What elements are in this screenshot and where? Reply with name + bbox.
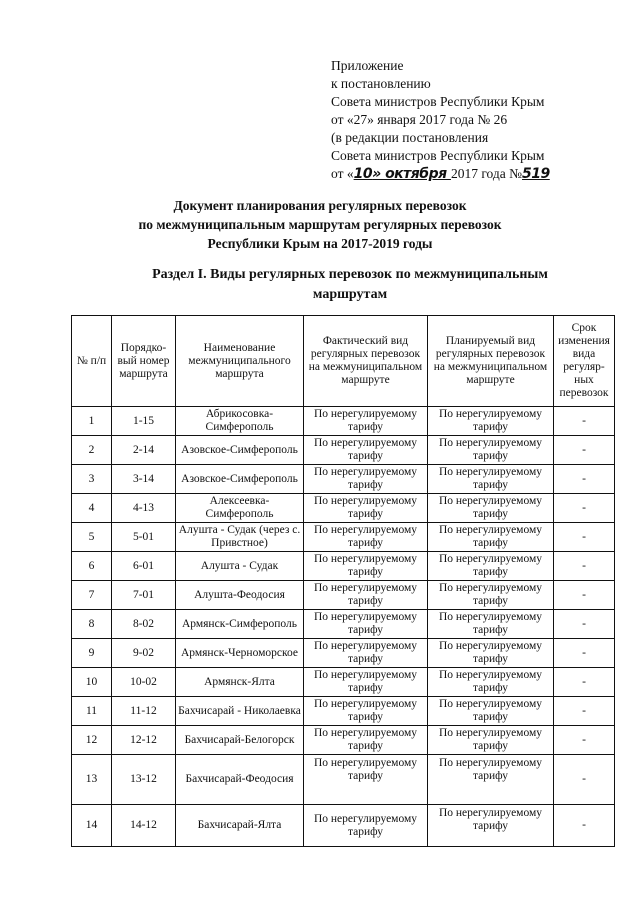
header-planned-type: Планируемый вид регулярных перевозок на межмуниципальном маршруте (428, 316, 554, 407)
title-line: Документ планирования регулярных перевозок (173, 198, 467, 213)
cell-num: 3 (72, 465, 112, 494)
header-num: № п/п (72, 316, 112, 407)
cell-planned: По нерегулируемому тарифу (428, 726, 554, 755)
table-row (72, 407, 615, 436)
table-row (72, 552, 615, 581)
table-row (72, 755, 615, 805)
cell-term: - (554, 494, 615, 523)
cell-planned: По нерегулируемому тарифу (428, 523, 554, 552)
cell-actual: По нерегулируемому тарифу (304, 407, 428, 436)
table-row (72, 465, 615, 494)
appendix-line: от «27» января 2017 года № 26 (331, 112, 508, 127)
cell-actual: По нерегулируемому тарифу (304, 581, 428, 610)
cell-planned: По нерегулируемому тарифу (428, 639, 554, 668)
cell-planned: По нерегулируемому тарифу (428, 465, 554, 494)
cell-term: - (554, 697, 615, 726)
cell-num: 6 (72, 552, 112, 581)
appendix-year: 2017 года № (450, 166, 523, 181)
table-row (72, 697, 615, 726)
cell-code: 4-13 (112, 494, 176, 523)
cell-num: 13 (72, 755, 112, 805)
section-heading (140, 265, 560, 305)
cell-planned: По нерегулируемому тарифу (428, 668, 554, 697)
cell-name: Азовское-Симферополь (176, 465, 304, 494)
cell-name: Алушта - Судак (176, 552, 304, 581)
cell-actual: По нерегулируемому тарифу (304, 639, 428, 668)
cell-code: 5-01 (112, 523, 176, 552)
cell-num: 8 (72, 610, 112, 639)
cell-num: 9 (72, 639, 112, 668)
cell-name: Бахчисарай-Феодосия (176, 755, 304, 805)
cell-planned: По нерегулируемому тарифу (428, 436, 554, 465)
cell-name: Армянск-Симферополь (176, 610, 304, 639)
cell-actual: По нерегулируемому тарифу (304, 668, 428, 697)
table-row (72, 639, 615, 668)
section-line: Раздел I. Виды регулярных перевозок по межмуниципальным (152, 267, 548, 282)
cell-actual: По нерегулируемому тарифу (304, 436, 428, 465)
cell-planned: По нерегулируемому тарифу (428, 755, 554, 805)
cell-term: - (554, 436, 615, 465)
title-line: по межмуниципальным маршрутам регулярных перевозок (138, 217, 502, 232)
appendix-line: к постановлению (331, 76, 431, 91)
cell-actual: По нерегулируемому тарифу (304, 610, 428, 639)
cell-term: - (554, 581, 615, 610)
appendix-block (331, 57, 611, 183)
appendix-line: (в редакции постановления (331, 130, 489, 145)
cell-code: 9-02 (112, 639, 176, 668)
table-row (72, 805, 615, 847)
appendix-line-handwritten (331, 165, 611, 183)
cell-code: 10-02 (112, 668, 176, 697)
header-route-name: Наименование межмуниципального маршрута (176, 316, 304, 407)
handwritten-day: 10 (353, 166, 373, 182)
cell-planned: По нерегулируемому тарифу (428, 697, 554, 726)
cell-term: - (554, 726, 615, 755)
appendix-line: Приложение (331, 58, 404, 73)
cell-term: - (554, 552, 615, 581)
cell-actual: По нерегулируемому тарифу (304, 552, 428, 581)
cell-name: Абрикосовка-Симферополь (176, 407, 304, 436)
cell-num: 12 (72, 726, 112, 755)
cell-actual: По нерегулируемому тарифу (304, 755, 428, 805)
cell-code: 13-12 (112, 755, 176, 805)
handwritten-number: 519 (522, 166, 550, 182)
cell-code: 14-12 (112, 805, 176, 847)
table-header-row (72, 316, 615, 407)
header-change-term: Срок изменения вида регуляр-ных перевозок (554, 316, 615, 407)
title-line: Республики Крым на 2017-2019 годы (207, 236, 433, 251)
cell-planned: По нерегулируемому тарифу (428, 552, 554, 581)
cell-num: 2 (72, 436, 112, 465)
cell-actual: По нерегулируемому тарифу (304, 726, 428, 755)
cell-num: 14 (72, 805, 112, 847)
cell-name: Алушта - Судак (через с. Привстное) (176, 523, 304, 552)
cell-actual: По нерегулируемому тарифу (304, 805, 428, 847)
cell-name: Армянск-Черноморское (176, 639, 304, 668)
handwritten-month: » октября (372, 166, 451, 182)
cell-actual: По нерегулируемому тарифу (304, 494, 428, 523)
cell-name: Бахчисарай - Николаевка (176, 697, 304, 726)
cell-code: 7-01 (112, 581, 176, 610)
cell-actual: По нерегулируемому тарифу (304, 697, 428, 726)
cell-term: - (554, 523, 615, 552)
table-row (72, 436, 615, 465)
cell-code: 3-14 (112, 465, 176, 494)
cell-term: - (554, 668, 615, 697)
cell-actual: По нерегулируемому тарифу (304, 523, 428, 552)
cell-term: - (554, 755, 615, 805)
table-row (72, 610, 615, 639)
cell-planned: По нерегулируемому тарифу (428, 407, 554, 436)
cell-code: 8-02 (112, 610, 176, 639)
cell-term: - (554, 610, 615, 639)
cell-name: Алушта-Феодосия (176, 581, 304, 610)
cell-term: - (554, 639, 615, 668)
header-actual-type: Фактический вид регулярных перевозок на межмуниципальном маршруте (304, 316, 428, 407)
cell-planned: По нерегулируемому тарифу (428, 581, 554, 610)
table-row (72, 726, 615, 755)
cell-name: Бахчисарай-Белогорск (176, 726, 304, 755)
document-title (90, 196, 550, 253)
table-row (72, 581, 615, 610)
cell-term: - (554, 465, 615, 494)
cell-term: - (554, 805, 615, 847)
cell-code: 2-14 (112, 436, 176, 465)
cell-code: 11-12 (112, 697, 176, 726)
cell-num: 7 (72, 581, 112, 610)
cell-name: Бахчисарай-Ялта (176, 805, 304, 847)
cell-name: Алексеевка-Симферополь (176, 494, 304, 523)
cell-code: 6-01 (112, 552, 176, 581)
cell-planned: По нерегулируемому тарифу (428, 805, 554, 847)
cell-code: 1-15 (112, 407, 176, 436)
table-row (72, 523, 615, 552)
cell-term: - (554, 407, 615, 436)
cell-name: Армянск-Ялта (176, 668, 304, 697)
section-line: маршрутам (312, 287, 388, 302)
cell-num: 10 (72, 668, 112, 697)
cell-num: 1 (72, 407, 112, 436)
table-row (72, 494, 615, 523)
cell-planned: По нерегулируемому тарифу (428, 494, 554, 523)
cell-actual: По нерегулируемому тарифу (304, 465, 428, 494)
header-route-number: Порядко-вый номер маршрута (112, 316, 176, 407)
cell-code: 12-12 (112, 726, 176, 755)
appendix-line: Совета министров Республики Крым (331, 148, 545, 163)
appendix-line: Совета министров Республики Крым (331, 94, 545, 109)
routes-table (71, 315, 615, 847)
cell-planned: По нерегулируемому тарифу (428, 610, 554, 639)
cell-num: 5 (72, 523, 112, 552)
cell-num: 11 (72, 697, 112, 726)
cell-num: 4 (72, 494, 112, 523)
table-row (72, 668, 615, 697)
appendix-prefix: от « (331, 166, 354, 181)
cell-name: Азовское-Симферополь (176, 436, 304, 465)
